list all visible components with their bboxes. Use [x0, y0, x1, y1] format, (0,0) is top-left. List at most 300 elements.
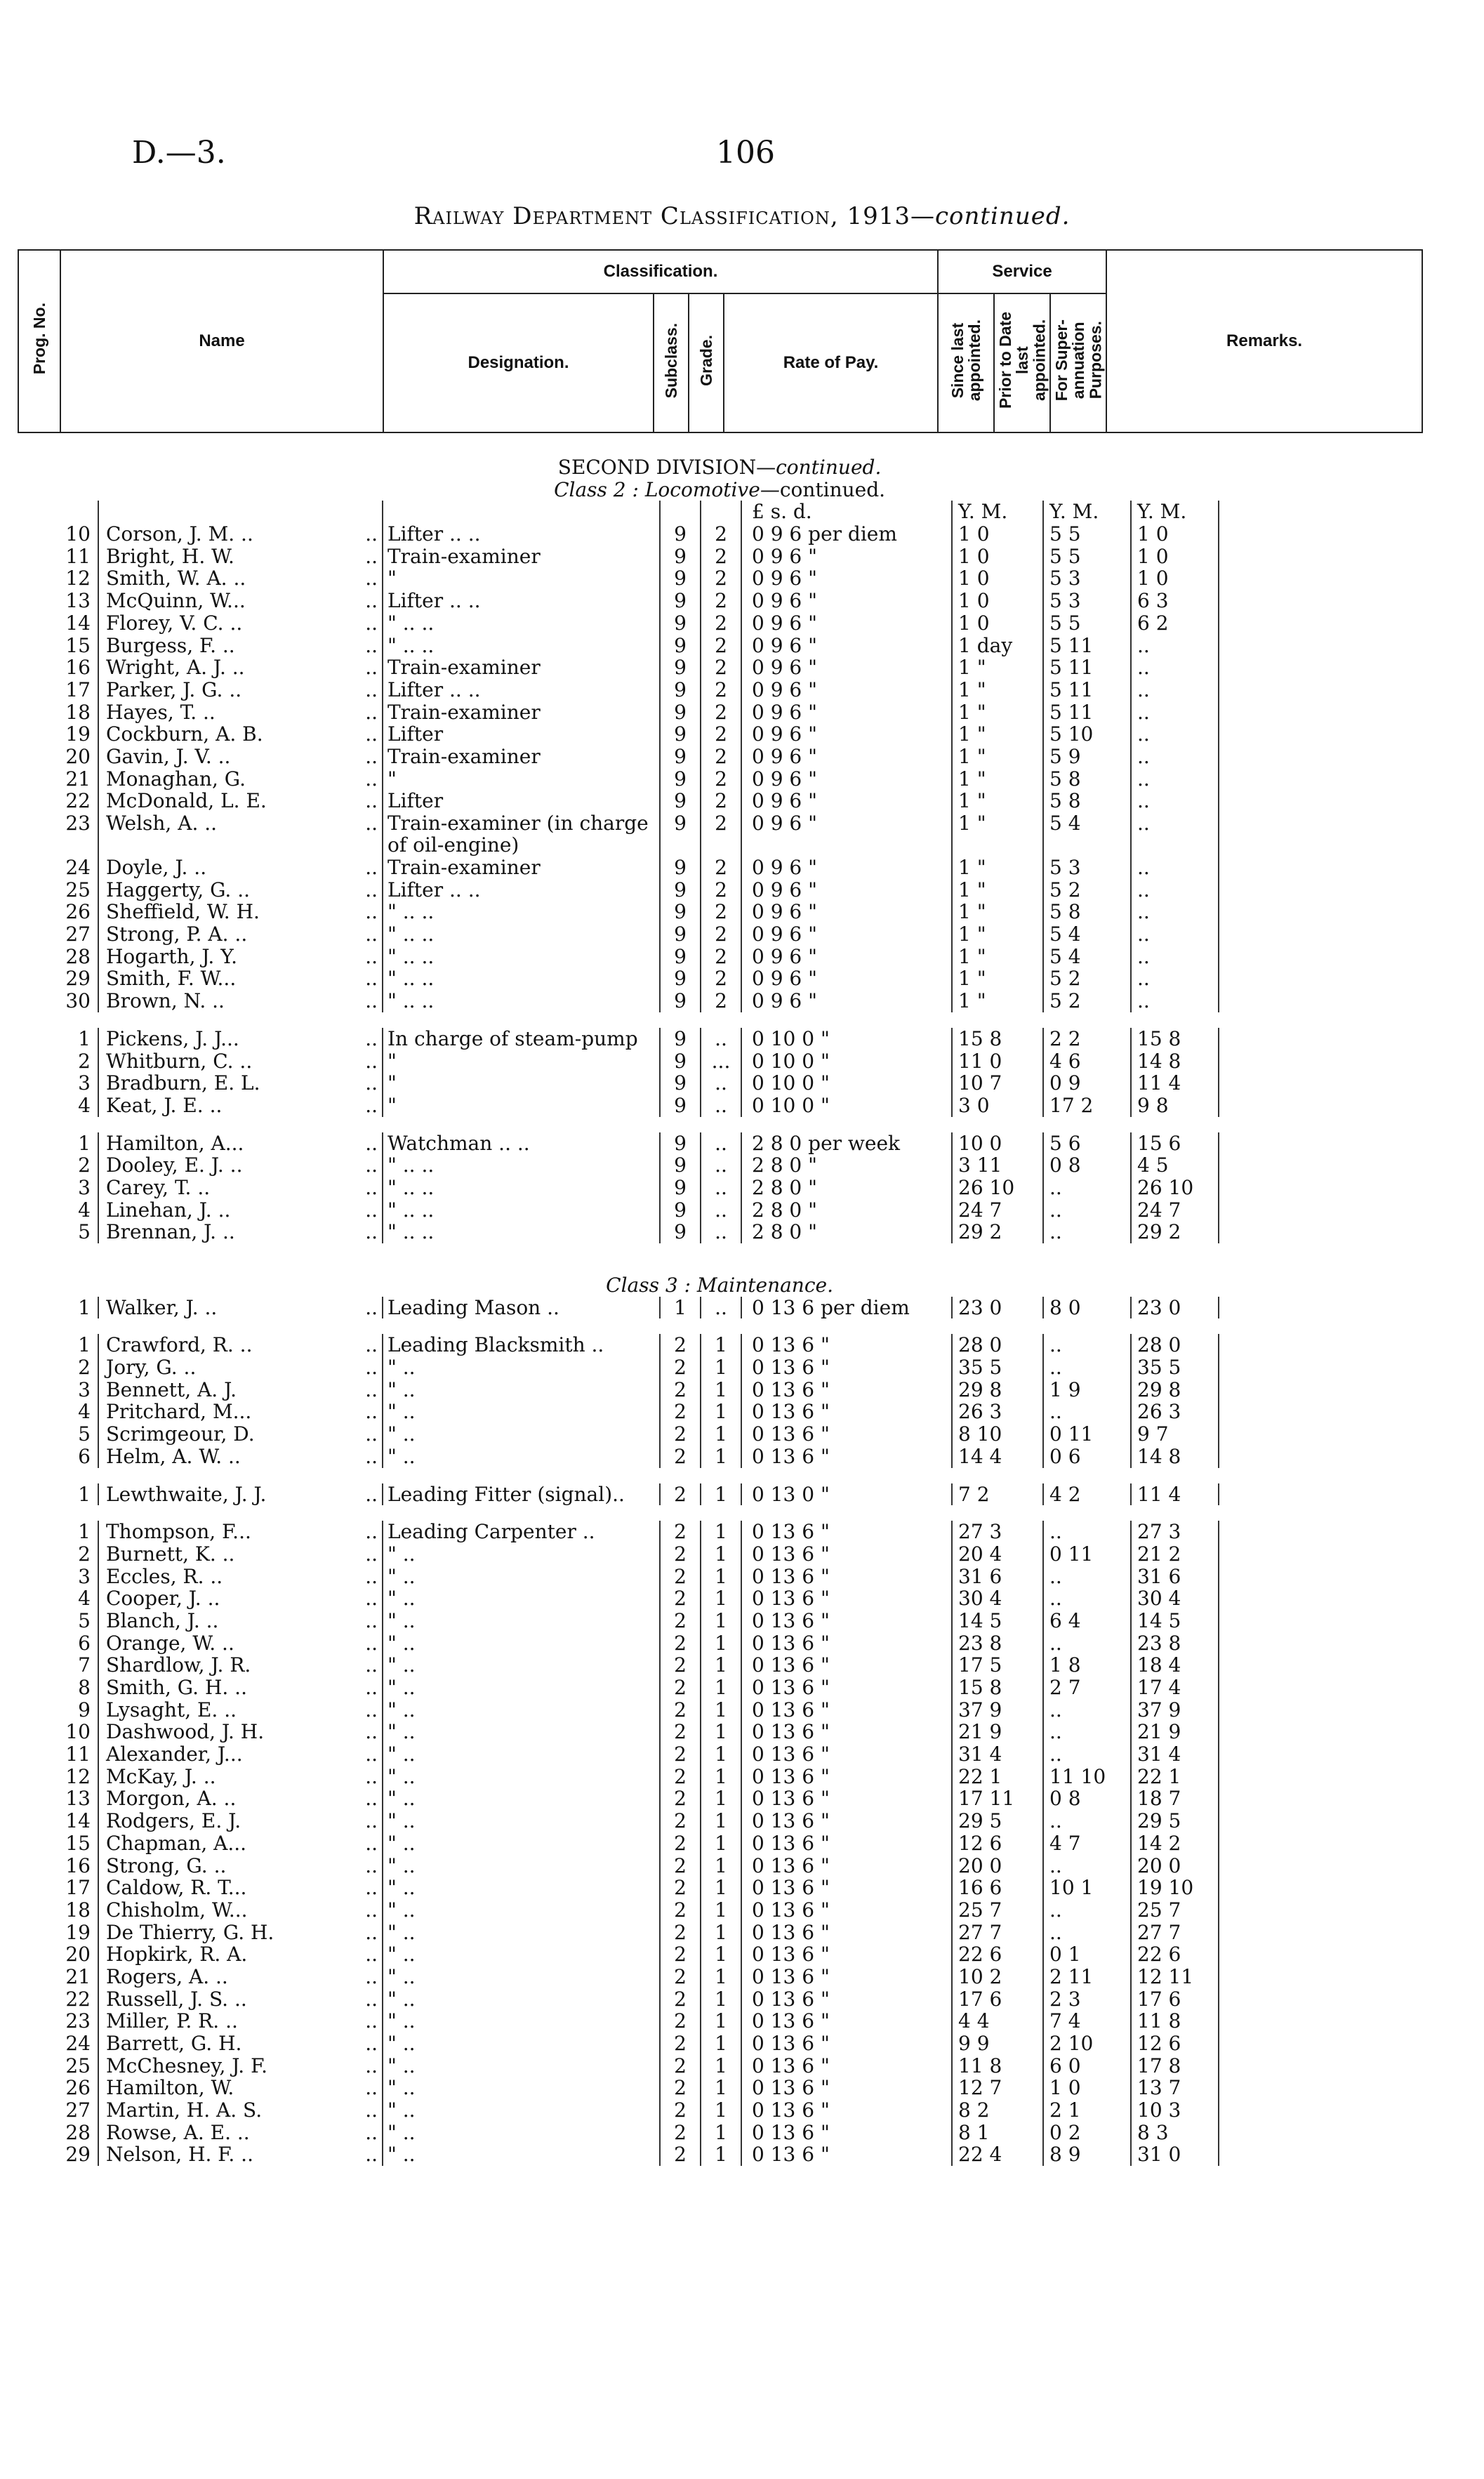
service-super: 14 8 — [1131, 1446, 1219, 1468]
service-prior: .. — [1043, 1810, 1131, 1832]
service-super: 13 7 — [1131, 2077, 1219, 2099]
rate-of-pay: 0 13 6 " — [741, 1632, 952, 1655]
grade: 1 — [701, 1855, 741, 1877]
service-super: 23 8 — [1131, 1632, 1219, 1655]
employee-name: Dashwood, J. H. — [98, 1721, 330, 1743]
table-row — [18, 1877, 1422, 1899]
grade: 1 — [701, 2143, 741, 2166]
employee-name: Caldow, R. T... — [98, 1877, 330, 1899]
leader-dots: .. — [365, 1743, 378, 1766]
service-since: 11 8 — [952, 2055, 1043, 2077]
remarks-cell — [1219, 1050, 1422, 1073]
subclass: 9 — [660, 723, 701, 746]
employee-name: Rowse, A. E. .. — [98, 2122, 330, 2144]
remarks-cell — [1219, 1132, 1422, 1155]
remarks-cell — [1219, 1766, 1422, 1788]
designation: " — [383, 768, 660, 791]
grade: 1 — [701, 1832, 741, 1855]
service-prior: 5 11 — [1043, 635, 1131, 657]
service-prior: 8 0 — [1043, 1297, 1131, 1319]
remarks-cell — [1219, 546, 1422, 568]
prog-number: 23 — [65, 812, 91, 835]
prog-number: 1 — [78, 1521, 91, 1543]
grade: 1 — [701, 1766, 741, 1788]
remarks-cell — [1219, 1521, 1422, 1543]
prog-number: 2 — [78, 1050, 91, 1073]
leader-dots: .. — [365, 1176, 378, 1199]
service-prior: .. — [1043, 1221, 1131, 1243]
leader-dots: .. — [365, 1221, 378, 1243]
service-super: 17 6 — [1131, 1988, 1219, 2011]
service-super: 31 6 — [1131, 1566, 1219, 1588]
spacer — [18, 1243, 1422, 1259]
table-row — [18, 567, 1422, 590]
classification-header: Classification. — [383, 250, 938, 293]
service-since: 27 7 — [952, 1922, 1043, 1944]
leader-dots: .. — [365, 1334, 378, 1357]
leader-dots: .. — [365, 678, 378, 701]
service-super: 29 8 — [1131, 1379, 1219, 1401]
prog-number: 1 — [78, 1027, 91, 1050]
table-row — [18, 1297, 1422, 1319]
service-prior: 0 8 — [1043, 1154, 1131, 1177]
rate-of-pay: 0 13 6 " — [741, 1334, 952, 1356]
table-row — [18, 2143, 1422, 2166]
units-row — [18, 501, 1422, 523]
service-prior: 4 7 — [1043, 1832, 1131, 1855]
remarks-cell — [1219, 1334, 1422, 1356]
prog-number: 4 — [78, 1401, 91, 1424]
page-number: 106 — [716, 135, 775, 171]
subclass: 9 — [660, 901, 701, 923]
table-row — [18, 723, 1422, 746]
grade: .. — [701, 1095, 741, 1117]
table-row — [18, 1677, 1422, 1699]
service-since: 1 " — [952, 812, 1043, 857]
remarks-cell — [1219, 567, 1422, 590]
service-since: 12 6 — [952, 1832, 1043, 1855]
service-prior: .. — [1043, 1401, 1131, 1423]
employee-name: Hamilton, A... — [98, 1132, 330, 1155]
remarks-cell — [1219, 923, 1422, 946]
employee-name: Blanch, J. .. — [98, 1610, 330, 1632]
employee-name: Walker, J. .. — [98, 1297, 330, 1319]
service-since: 9 9 — [952, 2032, 1043, 2055]
prog-number: 24 — [65, 2032, 91, 2055]
class2-title-cell — [18, 479, 1422, 501]
table-row — [18, 1543, 1422, 1566]
prog-number: 3 — [78, 1072, 91, 1095]
leader-dots: .. — [365, 2099, 378, 2122]
prog-number: 15 — [65, 634, 91, 657]
remarks-cell — [1219, 1743, 1422, 1766]
rate-of-pay: 0 9 6 " — [741, 679, 952, 701]
table-row — [18, 1356, 1422, 1379]
table-row — [18, 1028, 1422, 1050]
service-prior: .. — [1043, 1899, 1131, 1922]
grade: 2 — [701, 857, 741, 879]
prog-number: 28 — [65, 2121, 91, 2144]
employee-name: McDonald, L. E. — [98, 790, 330, 812]
service-super: 10 3 — [1131, 2099, 1219, 2122]
remarks-cell — [1219, 1632, 1422, 1655]
service-prior: 0 11 — [1043, 1543, 1131, 1566]
table-row — [18, 679, 1422, 701]
designation: " .. — [383, 1632, 660, 1655]
leader-dots: .. — [365, 1050, 378, 1073]
service-prior: 8 9 — [1043, 2143, 1131, 2166]
class3-title-text: Class 3 : Maintenance. — [606, 1274, 833, 1297]
grade: 1 — [701, 2099, 741, 2122]
designation: " .. — [383, 1543, 660, 1566]
rate-of-pay: 0 13 6 " — [741, 1743, 952, 1766]
leader-dots: .. — [365, 2121, 378, 2144]
remarks-cell — [1219, 1610, 1422, 1632]
prog-number: 10 — [65, 523, 91, 546]
table-row — [18, 1199, 1422, 1222]
service-since: 14 5 — [952, 1610, 1043, 1632]
designation: " — [383, 1050, 660, 1073]
service-since: 29 2 — [952, 1221, 1043, 1243]
designation: " — [383, 567, 660, 590]
service-super: .. — [1131, 768, 1219, 791]
service-since: 16 6 — [952, 1877, 1043, 1899]
leader-dots: .. — [365, 2077, 378, 2100]
service-prior: 5 2 — [1043, 879, 1131, 901]
employee-name: McKay, J. .. — [98, 1766, 330, 1788]
designation: " .. — [383, 1677, 660, 1699]
service-super: 20 0 — [1131, 1855, 1219, 1877]
rate-of-pay: 0 13 6 " — [741, 2143, 952, 2166]
designation: Train-examiner — [383, 701, 660, 724]
leader-dots: .. — [365, 1296, 378, 1319]
service-since: 1 " — [952, 701, 1043, 724]
leader-dots: .. — [365, 1988, 378, 2011]
rate-of-pay: 0 13 6 " — [741, 1677, 952, 1699]
subclass: 2 — [660, 1988, 701, 2011]
grade: 1 — [701, 1877, 741, 1899]
subclass: 9 — [660, 1050, 701, 1073]
table-row — [18, 812, 1422, 857]
leader-dots: .. — [365, 1609, 378, 1632]
leader-dots: .. — [365, 967, 378, 991]
service-super: .. — [1131, 746, 1219, 768]
table-row — [18, 2032, 1422, 2055]
employee-name: Strong, P. A. .. — [98, 923, 330, 946]
subclass: 9 — [660, 1154, 701, 1177]
leader-dots: .. — [365, 1921, 378, 1944]
service-since: 35 5 — [952, 1356, 1043, 1379]
service-super: 12 11 — [1131, 1966, 1219, 1988]
service-super: 11 8 — [1131, 2010, 1219, 2032]
rate-of-pay: 0 13 6 " — [741, 2099, 952, 2122]
leader-dots: .. — [365, 790, 378, 812]
leader-dots: .. — [365, 1965, 378, 1988]
service-prior: 10 1 — [1043, 1877, 1131, 1899]
grade: 1 — [701, 2077, 741, 2099]
remarks-cell — [1219, 1199, 1422, 1222]
subclass: 2 — [660, 2010, 701, 2032]
rate-of-pay: 0 9 6 " — [741, 857, 952, 879]
spacer — [18, 1318, 1422, 1334]
designation: " .. — [383, 1610, 660, 1632]
service-since: 1 " — [952, 946, 1043, 968]
leader-dots: .. — [365, 701, 378, 724]
designation: " .. — [383, 1966, 660, 1988]
grade: 1 — [701, 1379, 741, 1401]
remarks-cell — [1219, 2010, 1422, 2032]
subclass: 9 — [660, 768, 701, 791]
subclass: 2 — [660, 1810, 701, 1832]
designation: " — [383, 1072, 660, 1095]
service-since: 1 day — [952, 635, 1043, 657]
service-super: 14 5 — [1131, 1610, 1219, 1632]
service-super: 26 10 — [1131, 1177, 1219, 1199]
grade: 1 — [701, 1610, 741, 1632]
rate-of-pay: 0 13 6 " — [741, 2055, 952, 2077]
grade: 2 — [701, 656, 741, 679]
subclass: 2 — [660, 1334, 701, 1356]
service-since: 1 " — [952, 723, 1043, 746]
table-row — [18, 2099, 1422, 2122]
service-since: 1 0 — [952, 567, 1043, 590]
service-prior: 2 1 — [1043, 2099, 1131, 2122]
prog-number: 30 — [65, 990, 91, 1012]
table-row — [18, 2010, 1422, 2032]
subclass: 2 — [660, 1677, 701, 1699]
subclass: 2 — [660, 1832, 701, 1855]
grade: 2 — [701, 923, 741, 946]
table-row — [18, 746, 1422, 768]
service-prior: 5 5 — [1043, 612, 1131, 635]
leader-dots: .. — [365, 1445, 378, 1468]
leader-dots: .. — [365, 545, 378, 568]
prog-number: 22 — [65, 1988, 91, 2011]
grade: .. — [701, 1154, 741, 1177]
service-prior: 5 9 — [1043, 746, 1131, 768]
grade: 1 — [701, 1810, 741, 1832]
grade: 1 — [701, 1988, 741, 2011]
service-since: 1 " — [952, 857, 1043, 879]
employee-name: Hopkirk, R. A. — [98, 1943, 330, 1966]
employee-name: Lysaght, E. .. — [98, 1699, 330, 1721]
service-prior: 0 2 — [1043, 2122, 1131, 2144]
subclass: 9 — [660, 1199, 701, 1222]
subclass: 9 — [660, 857, 701, 879]
designation: " .. .. — [383, 1177, 660, 1199]
designation: " .. .. — [383, 1221, 660, 1243]
grade: .. — [701, 1199, 741, 1222]
subclass: 2 — [660, 1877, 701, 1899]
remarks-cell — [1219, 1832, 1422, 1855]
rate-of-pay: 0 13 6 " — [741, 1566, 952, 1588]
service-super: 15 8 — [1131, 1028, 1219, 1050]
table-row — [18, 1610, 1422, 1632]
rate-of-pay: 0 13 6 " — [741, 1543, 952, 1566]
designation: Lifter — [383, 723, 660, 746]
service-prior: 0 6 — [1043, 1446, 1131, 1468]
remarks-cell — [1219, 1221, 1422, 1243]
prog-number: 14 — [65, 1810, 91, 1832]
service-since: 10 2 — [952, 1966, 1043, 1988]
prog-number: 17 — [65, 1877, 91, 1899]
employee-name: Helm, A. W. .. — [98, 1446, 330, 1468]
service-since: 1 " — [952, 879, 1043, 901]
grade: 1 — [701, 1654, 741, 1677]
remarks-cell — [1219, 1988, 1422, 2011]
designation: " .. — [383, 2010, 660, 2032]
service-since: 1 " — [952, 901, 1043, 923]
service-super: 25 7 — [1131, 1899, 1219, 1922]
leader-dots: .. — [365, 590, 378, 612]
grade: 1 — [701, 1543, 741, 1566]
remarks-cell — [1219, 679, 1422, 701]
remarks-cell — [1219, 1401, 1422, 1423]
grade: 1 — [701, 1632, 741, 1655]
employee-name: Scrimgeour, D. — [98, 1423, 330, 1446]
service-super: 17 4 — [1131, 1677, 1219, 1699]
rate-of-pay: 0 9 6 " — [741, 723, 952, 746]
leader-dots: .. — [365, 1587, 378, 1610]
leader-dots: .. — [365, 1356, 378, 1379]
employee-name: Russell, J. S. .. — [98, 1988, 330, 2011]
designation: " .. .. — [383, 635, 660, 657]
prog-number: 5 — [78, 1609, 91, 1632]
table-row — [18, 1855, 1422, 1877]
service-prior: 5 5 — [1043, 523, 1131, 546]
service-prior: .. — [1043, 1199, 1131, 1222]
table-row — [18, 1154, 1422, 1177]
table-row — [18, 1832, 1422, 1855]
title-main: Railway Department Classification, 1913— — [413, 202, 935, 230]
subclass: 2 — [660, 1610, 701, 1632]
service-super: 1 0 — [1131, 546, 1219, 568]
grade: 1 — [701, 1334, 741, 1356]
remarks-cell — [1219, 1446, 1422, 1468]
prog-number: 11 — [65, 1743, 91, 1766]
remarks-cell — [1219, 812, 1422, 857]
service-since: 26 3 — [952, 1401, 1043, 1423]
remarks-cell — [1219, 1787, 1422, 1810]
title-continued: continued. — [934, 202, 1071, 230]
grade: 1 — [701, 2055, 741, 2077]
prog-number: 15 — [65, 1832, 91, 1855]
rate-of-pay: 0 9 6 " — [741, 656, 952, 679]
prog-number: 1 — [78, 1296, 91, 1319]
leader-dots: .. — [365, 1072, 378, 1095]
grade: 2 — [701, 679, 741, 701]
table-row — [18, 2077, 1422, 2099]
service-since: 30 4 — [952, 1587, 1043, 1610]
prog-number: 3 — [78, 1378, 91, 1401]
service-super: .. — [1131, 656, 1219, 679]
subclass: 2 — [660, 1922, 701, 1944]
employee-name: Strong, G. .. — [98, 1855, 330, 1877]
designation: " .. .. — [383, 990, 660, 1012]
prog-number: 20 — [65, 1943, 91, 1966]
prior-units: Y. M. — [1043, 501, 1131, 523]
employee-name: Pritchard, M... — [98, 1401, 330, 1423]
prog-number: 24 — [65, 857, 91, 879]
service-since: 4 4 — [952, 2010, 1043, 2032]
rate-of-pay: 0 13 6 " — [741, 1877, 952, 1899]
service-since: 23 8 — [952, 1632, 1043, 1655]
service-super: 31 4 — [1131, 1743, 1219, 1766]
service-since: 17 11 — [952, 1787, 1043, 1810]
table-row — [18, 1966, 1422, 1988]
designation: Leading Carpenter .. — [383, 1521, 660, 1543]
service-super: .. — [1131, 790, 1219, 812]
spacer-cell — [18, 1318, 1422, 1334]
service-since: 29 5 — [952, 1810, 1043, 1832]
prog-number: 12 — [65, 567, 91, 590]
remarks-header: Remarks. — [1106, 250, 1422, 432]
leader-dots: .. — [365, 612, 378, 635]
rate-of-pay: 2 8 0 " — [741, 1177, 952, 1199]
prog-number: 21 — [65, 767, 91, 791]
designation: " — [383, 1095, 660, 1117]
table-row — [18, 923, 1422, 946]
subclass: 2 — [660, 1483, 701, 1506]
grade: 1 — [701, 1943, 741, 1966]
rate-of-pay: 0 13 6 " — [741, 1521, 952, 1543]
service-since: 21 9 — [952, 1721, 1043, 1743]
table-row — [18, 590, 1422, 612]
leader-dots: .. — [365, 1027, 378, 1050]
grade: .. — [701, 1177, 741, 1199]
subclass: 2 — [660, 1743, 701, 1766]
grade: 2 — [701, 812, 741, 857]
subclass: 2 — [660, 1566, 701, 1588]
class2-title-text: continued. — [779, 478, 886, 501]
prog-number: 5 — [78, 1423, 91, 1446]
designation: " .. — [383, 1832, 660, 1855]
rate-of-pay: 0 13 6 " — [741, 2010, 952, 2032]
leader-dots: .. — [365, 1721, 378, 1744]
service-since: 17 5 — [952, 1654, 1043, 1677]
prog-number: 28 — [65, 945, 91, 968]
designation: " .. — [383, 1356, 660, 1379]
rate-of-pay: 0 13 6 " — [741, 1943, 952, 1966]
table-row — [18, 1072, 1422, 1095]
grade: 2 — [701, 590, 741, 612]
designation: In charge of steam-pump — [383, 1028, 660, 1050]
rate-of-pay: 0 9 6 " — [741, 812, 952, 857]
remarks-cell — [1219, 2077, 1422, 2099]
subclass: 2 — [660, 2032, 701, 2055]
service-super: 1 0 — [1131, 523, 1219, 546]
grade: 1 — [701, 1446, 741, 1468]
designation: " .. — [383, 1766, 660, 1788]
service-since: 15 8 — [952, 1028, 1043, 1050]
division-title-text: continued. — [776, 456, 882, 479]
prog-number: 9 — [78, 1698, 91, 1721]
rate-of-pay: 0 9 6 " — [741, 879, 952, 901]
service-since: 1 0 — [952, 612, 1043, 635]
employee-name: Bennett, A. J. — [98, 1379, 330, 1401]
rate-of-pay: 0 10 0 " — [741, 1028, 952, 1050]
rate-of-pay: 0 9 6 " — [741, 967, 952, 990]
designation: " .. — [383, 1587, 660, 1610]
remarks-cell — [1219, 2143, 1422, 2166]
subclass: 2 — [660, 1423, 701, 1446]
table-row — [18, 1922, 1422, 1944]
remarks-cell — [1219, 2055, 1422, 2077]
leader-dots: .. — [365, 523, 378, 546]
leader-dots: .. — [365, 1787, 378, 1811]
prog-number: 3 — [78, 1565, 91, 1588]
service-prior: 2 7 — [1043, 1677, 1131, 1699]
